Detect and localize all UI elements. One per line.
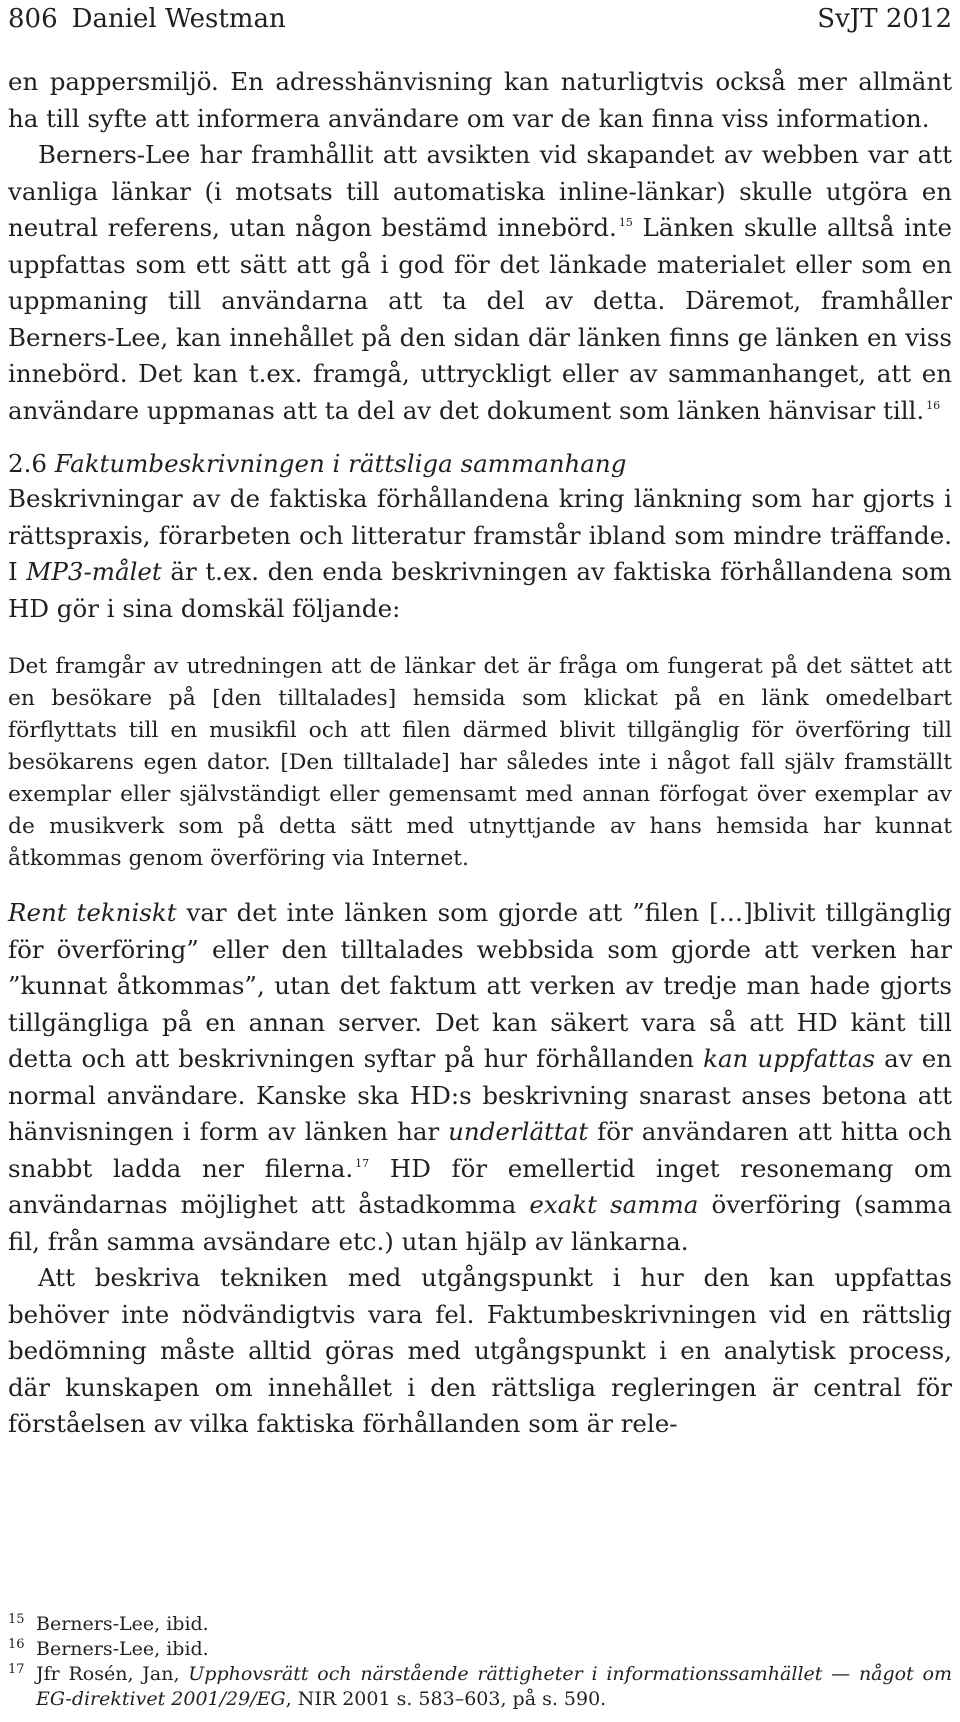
text-run: överföring (samma fil, från samma avsändare etc.) utan hjälp av länkarna. xyxy=(8,1190,953,1256)
text-run: Beskrivningar av de faktiska förhållandena kring länkning som har gjorts i rättspraxis, förarbeten och litteratur framstår ibland som mindre träffande. I xyxy=(8,484,952,586)
section-number: 2.6 xyxy=(8,449,47,478)
footnote-number: 17 xyxy=(8,1662,25,1677)
section-heading xyxy=(8,447,952,481)
footnote-number: 15 xyxy=(8,1612,25,1627)
header-author: Daniel Westman xyxy=(71,4,286,34)
text-run: Berners-Lee har framhållit att avsikten vid skapandet av webben var att vanliga länkar (i motsats till automatiska inline-länkar) skulle utgöra en neutral referens, utan någon bestämd innebörd. xyxy=(8,140,952,242)
footnote-text: Berners-Lee, ibid. xyxy=(36,1638,209,1660)
block-quote: Det framgår av utredningen att de länkar det är fråga om fungerat på det sättet att en besökare på [den tilltalades] hemsida som klickat på en länk omedelbart förflyttats till en musikfil och att filen därmed blivit tillgänglig för överföring till besökarens egen dator. [Den tilltalade] har således inte i något fall själv framställt exemplar eller självständigt eller gemensamt med annan förfogat över exemplar av de musikverk som på detta sätt med utnyttjande av hans hemsida har kunnat åtkommas genom överföring via Internet. xyxy=(8,654,952,871)
footnote-ref[interactable]: 17 xyxy=(355,1156,370,1170)
text-run: för användaren att hitta och snabbt ladda ner filerna. xyxy=(8,1117,952,1183)
journal-name: SvJT 2012 xyxy=(817,4,952,34)
paragraph xyxy=(8,481,952,627)
footnote xyxy=(8,1637,952,1662)
case-name: MP3-målet xyxy=(26,557,162,586)
footnote-title: Upphovsrätt och närstående rättigheter i informationssamhället — något om EG-direktivet 2001/29/EG xyxy=(36,1663,952,1710)
footnote xyxy=(8,1662,952,1712)
footnote-number: 16 xyxy=(8,1637,25,1652)
paragraph xyxy=(8,895,952,1260)
emphasis: underlättat xyxy=(448,1117,589,1146)
emphasis: Rent tekniskt xyxy=(8,898,177,927)
body-text xyxy=(8,64,952,1443)
emphasis: kan uppfattas xyxy=(703,1044,876,1073)
footnote-text: Jfr Rosén, Jan, xyxy=(36,1663,189,1685)
text-run: var det inte länken som gjorde att ”filen […]blivit tillgänglig för överföring” eller den tilltalades webbsida som gjorde att verken har ”kunnat åtkommas”, utan det faktum att verken av tredje man hade gjorts tillgängliga på en annan server. Det kan säkert vara så att HD känt till detta och att beskrivningen syftar på hur förhållanden xyxy=(8,898,952,1073)
footnote xyxy=(8,1612,952,1637)
footnote-text: Berners-Lee, ibid. xyxy=(36,1613,209,1635)
text-run: HD för emellertid inget resonemang om användarnas möjlighet att åstadkomma xyxy=(8,1153,952,1219)
header-left xyxy=(8,4,286,34)
footnote-ref[interactable]: 15 xyxy=(618,216,633,229)
text-run: är t.ex. den enda beskrivningen av faktiska förhållandena som HD gör i sina domskäl följande: xyxy=(8,557,952,623)
text-run: Länken skulle alltså inte uppfattas som ett sätt att gå i god för det länkade materialet eller som en uppmaning till användarna att ta del av detta. Däremot, framhåller Berners-Lee, kan innehållet på den sidan där länken finns ge länken en viss innebörd. Det kan t.ex. framgå, uttryckligt eller av sammanhanget, att en användare uppmanas att ta del av det dokument som länken hänvisar till. xyxy=(8,213,953,425)
section-title: Faktumbeskrivningen i rättsliga sammanhang xyxy=(54,449,627,478)
paragraph xyxy=(8,137,952,429)
paragraph: Att beskriva tekniken med utgångspunkt i hur den kan uppfattas behöver inte nödvändigtvis vara fel. Faktumbeskrivningen vid en rättslig bedömning måste alltid göras med utgångspunkt i en analytisk process, där kunskapen om innehållet i den rättsliga regleringen är central för förståelsen av vilka faktiska förhållanden som är rele- xyxy=(8,1263,952,1438)
footnote-text: , NIR 2001 s. 583–603, på s. 590. xyxy=(285,1688,607,1710)
page-number: 806 xyxy=(8,4,58,34)
running-header xyxy=(8,4,952,44)
footnote-ref[interactable]: 16 xyxy=(926,398,941,412)
paragraph: en pappersmiljö. En adresshänvisning kan naturligtvis också mer allmänt ha till syfte att informera användare om var de kan finna viss information. xyxy=(8,67,952,133)
text-run: av en normal användare. Kanske ska HD:s beskrivning snarast anses betona att hänvisningen i form av länken har xyxy=(8,1044,952,1146)
footnotes xyxy=(8,1612,952,1712)
emphasis: exakt samma xyxy=(529,1190,699,1219)
